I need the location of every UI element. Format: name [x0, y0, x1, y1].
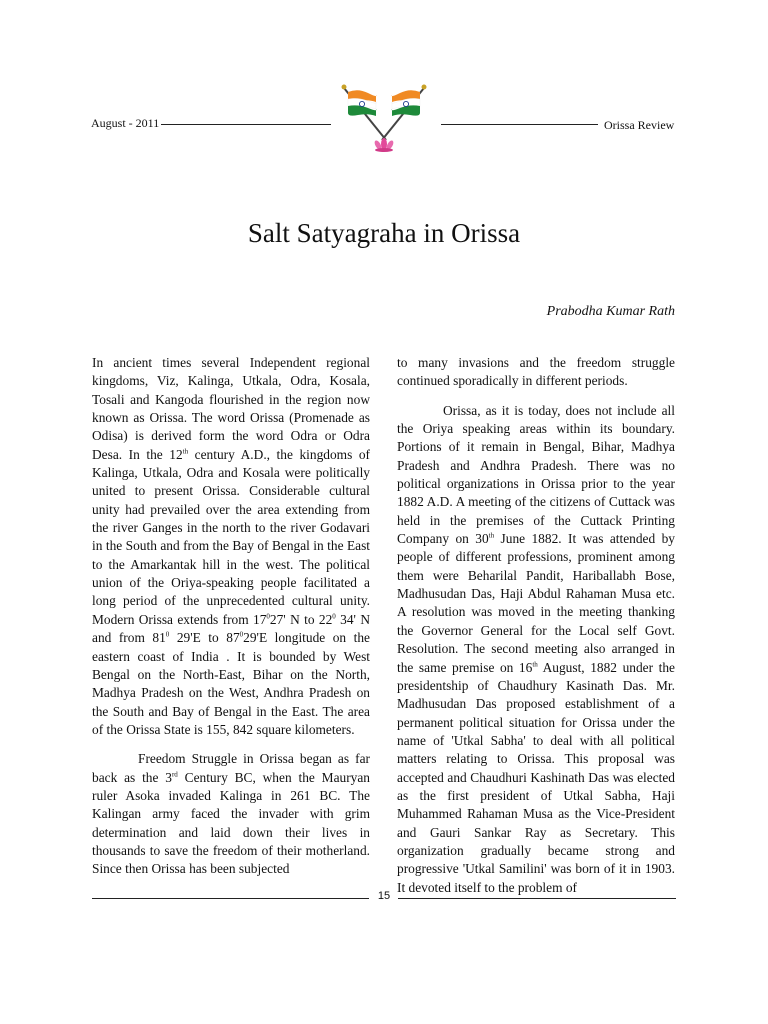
- paragraph-utkal-sabha: Orissa, as it is today, does not include all the Oriya speaking areas within its boundary. Portions of it remain in Bengal, Bihar, Madhya Pradesh and Andhra Pradesh. There was no political organizations in Orissa prior to the year 1882 A.D. A meeting of the citizens of Cuttack was held in the premises of the Cuttack Printing Company on 30th June 1882. It was attended by people of different professions, prominent among them were Beharilal Pandit, Hariballabh Bose, Madhusudan Das, Haji Abdul Rahaman Musa etc. A resolution was moved in the meeting thanking the Governor General for the Local self Govt. Resolution. The second meeting also arranged in the same premise on 16th August, 1882 under the presidentship of Chaudhury Kasinath Das. Mr. Madhusudan Das proposed establishment of a permanent political situation for Orissa under the name of 'Utkal Sabha' to deal with all political matters relating to Orissa. This proposal was accepted and Chaudhuri Kashinath Das was elected as the first president of Utkal Sabha, Haji Muhammed Rahaman Musa as the Vice-President and Gauri Sankar Ray as Secretary. This organization gradually became strong and progressive 'Utkal Samilini' was born of it in 1903. It devoted itself to the problem of: [397, 402, 675, 895]
- header-rule-left: [161, 124, 331, 125]
- crossed-indian-flags-icon: [328, 82, 440, 154]
- header-date: August - 2011: [91, 116, 160, 130]
- page-number: 15: [377, 890, 391, 902]
- left-column: [92, 354, 370, 890]
- lotus-icon: [373, 138, 395, 152]
- article-author: Prabodha Kumar Rath: [546, 304, 675, 319]
- header-journal-name: Orissa Review: [604, 118, 675, 132]
- paragraph-continuation: to many invasions and the freedom struggle continued sporadically in different periods.: [397, 355, 675, 389]
- paragraph-intro: In ancient times several Independent regional kingdoms, Viz, Kalinga, Utkala, Odra, Kosala, Tosali and Kangoda flourished in the region now known as Orissa. The word Orissa (Promenade as Odisa) is derived form the word Odra or Odra Desa. In the 12th century A.D., the kingdoms of Kalinga, Utkala, Odra and Kosala were politically united to present Orissa. Considerable cultural unity had prevailed over the area extending from the river Ganges in the north to the river Godavari in the South and from the Bay of Bengal in the East to the Amarkantak hill in the west. The political union of the Oriya-speaking people facilitated a long period of the unprecedented cultural unity. Modern Orissa extends from $17^027'$ N to $22^0$ 34' N and from $81^0$ 29'E to $87^029'E$ longitude on the eastern coast of India . It is bounded by West Bengal on the North-East, Bihar on the North, Madhya Pradesh on the West, Andhra Pradesh on the South and Bay of Bengal in the East. The area of the Orissa State is 155, 842 square kilometers.: [92, 355, 371, 737]
- right-column: [397, 354, 675, 908]
- header-rule-right: [441, 124, 598, 125]
- paragraph-freedom-struggle: Freedom Struggle in Orissa began as far back as the 3rd Century BC, when the Mauryan ruler Asoka invaded Kalinga in 261 BC. The Kalingan army faced the invader with grim determination and laid down their lives in thousands to save the freedom of their motherland. Since then Orissa has been subjected: [92, 751, 370, 877]
- article-title: Salt Satyagraha in Orissa: [247, 218, 521, 248]
